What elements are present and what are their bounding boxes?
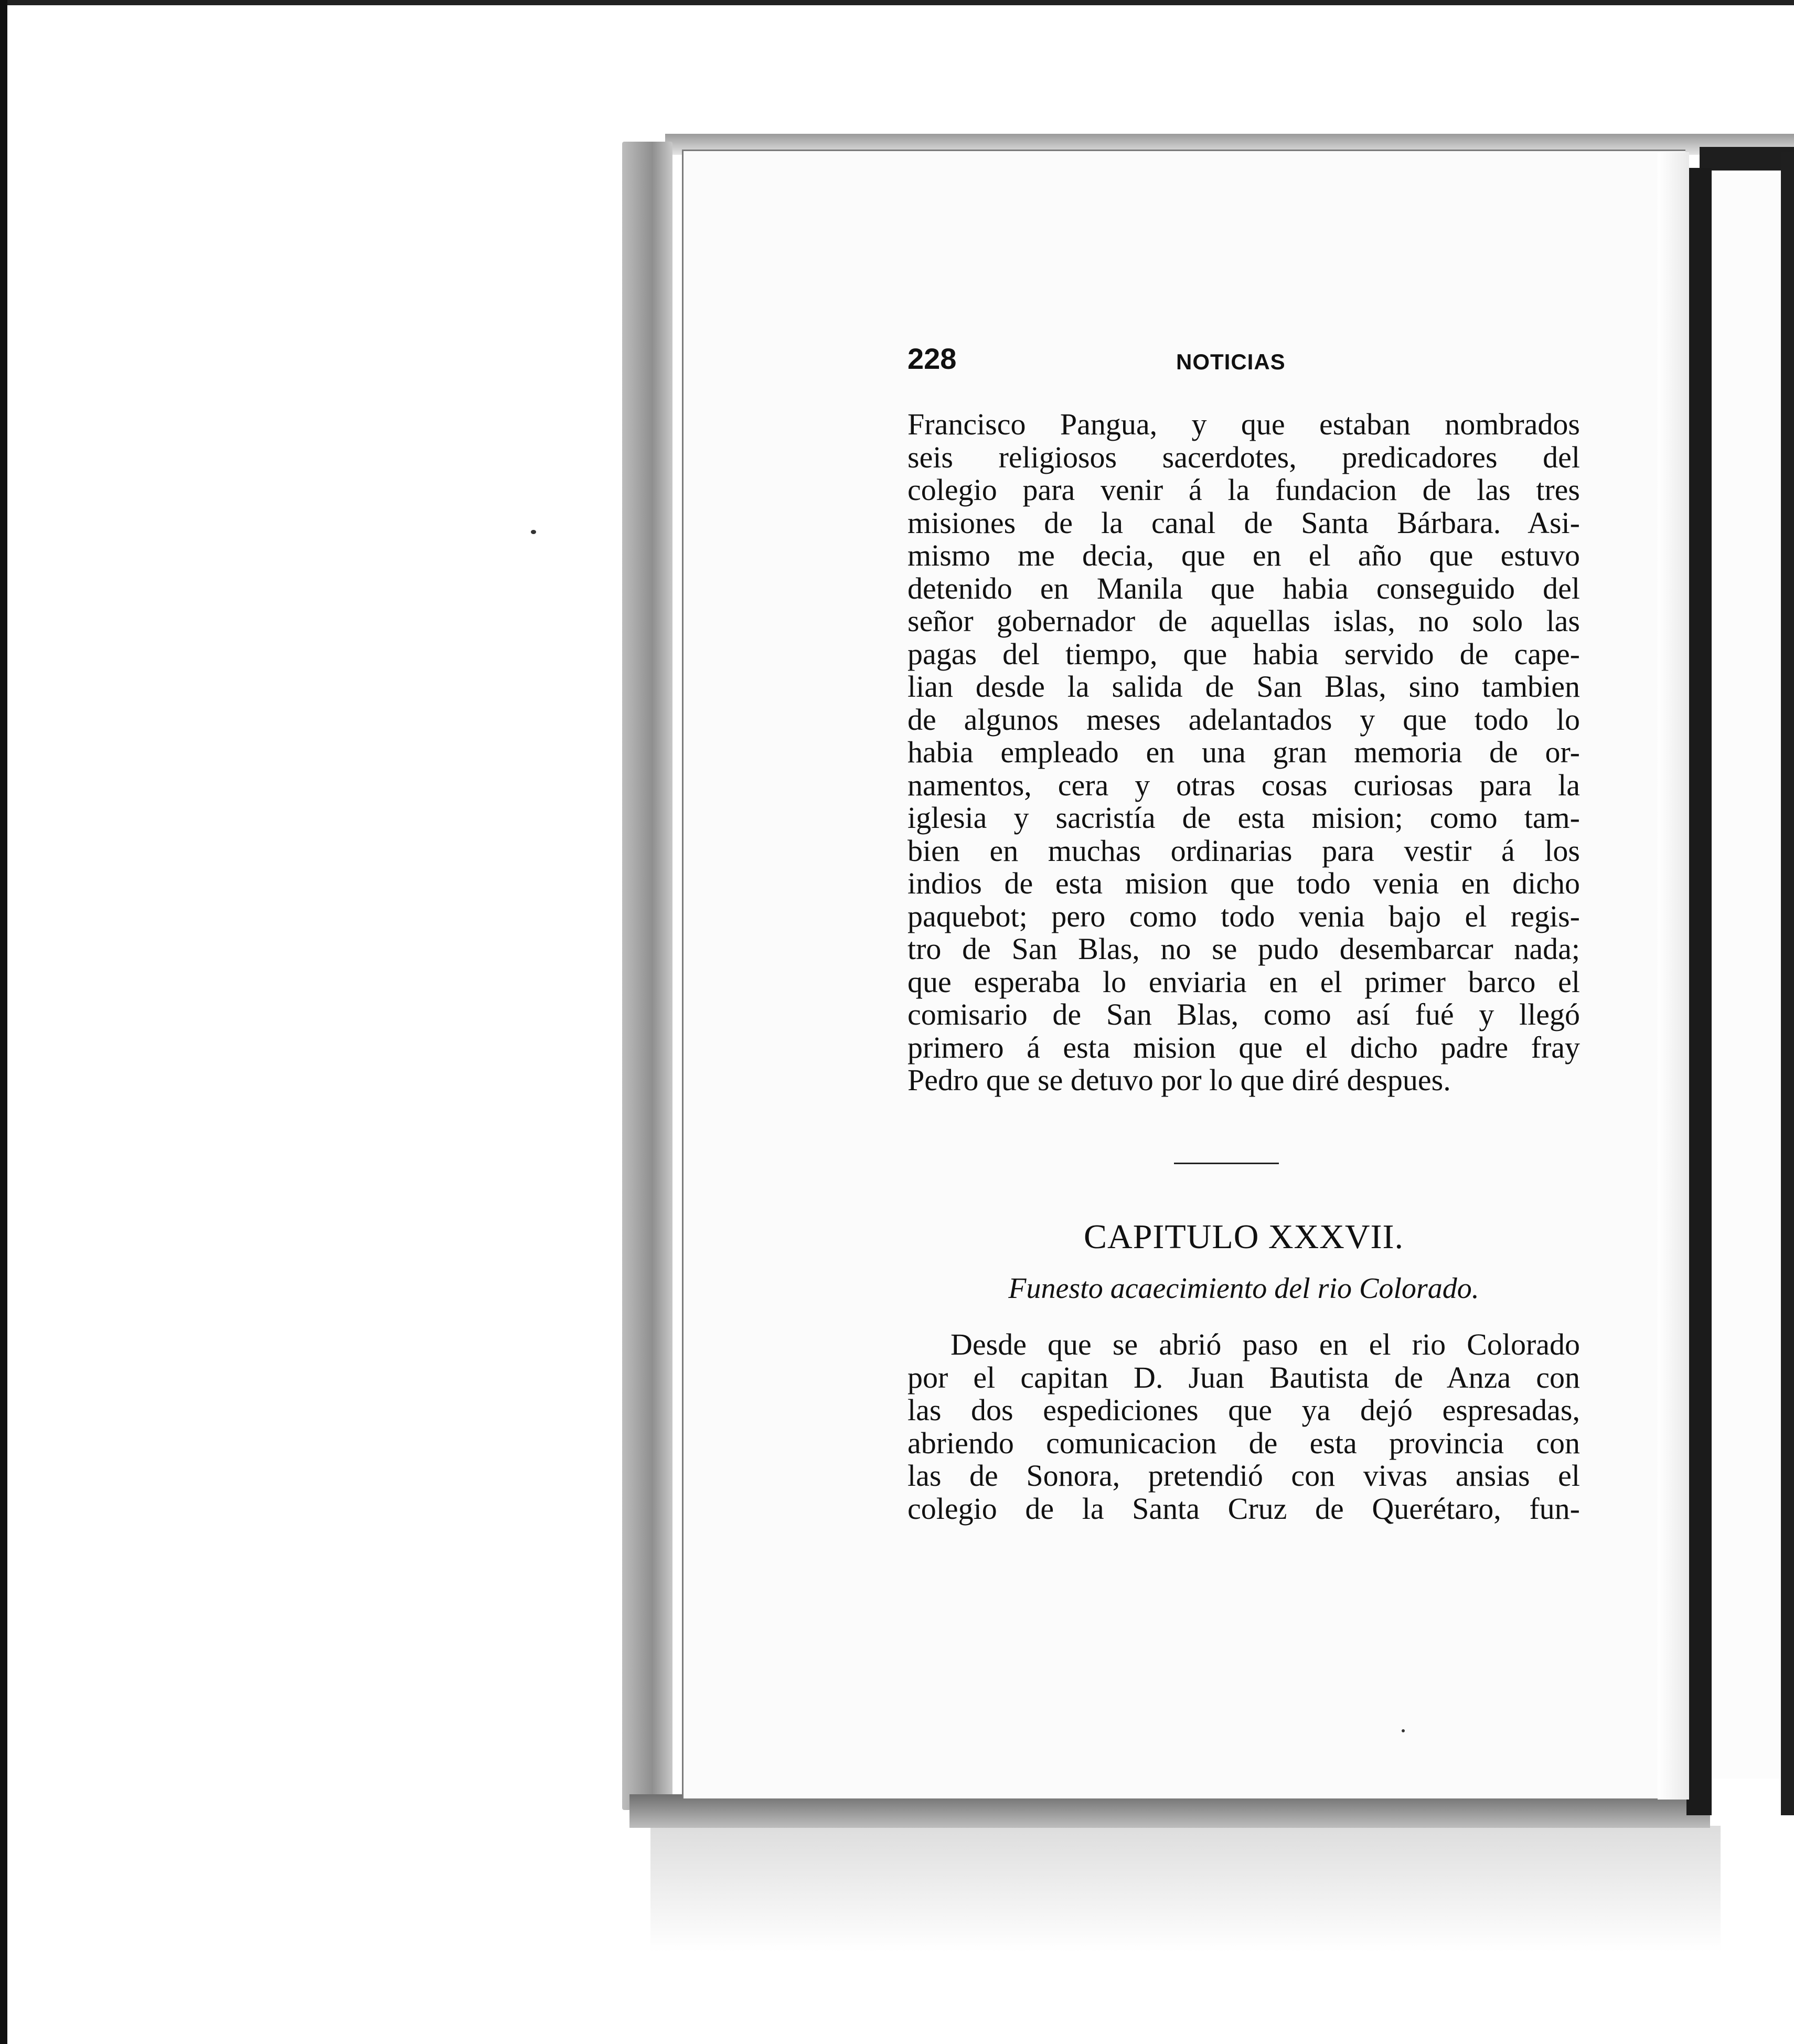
text-line: habia empleado en una gran memoria de or- — [907, 735, 1580, 769]
chapter-paragraph — [907, 1328, 1580, 1525]
text-line: comisario de San Blas, como así fué y llegó — [907, 997, 1580, 1031]
text-line: iglesia y sacristía de esta mision; como tam- — [907, 801, 1580, 835]
section-divider — [1174, 1163, 1279, 1164]
page-curve-shading — [1658, 152, 1689, 1800]
chapter-title: CAPITULO XXXVII. — [1084, 1218, 1404, 1256]
text-line: tro de San Blas, no se pudo desembarcar nada; — [907, 932, 1580, 966]
text-line: por el capitan D. Juan Bautista de Anza con — [907, 1360, 1580, 1394]
text-line: señor gobernador de aquellas islas, no solo las — [907, 604, 1580, 638]
page-number: 228 — [907, 342, 957, 375]
running-head: NOTICIAS — [1176, 349, 1286, 374]
book-right-cover-top — [1700, 147, 1794, 171]
text-line: mismo me decia, que en el año que estuvo — [907, 538, 1580, 572]
text-line: primero á esta mision que el dicho padre fray — [907, 1030, 1580, 1064]
dust-speck — [531, 530, 536, 534]
text-line: paquebot; pero como todo venia bajo el regis- — [907, 899, 1580, 933]
text-line: de algunos meses adelantados y que todo lo — [907, 702, 1580, 737]
book-bottom-cover-edge — [629, 1794, 1710, 1828]
text-line: abriendo comunicacion de esta provincia con — [907, 1425, 1580, 1460]
body-paragraph — [907, 408, 1580, 1097]
text-line: las de Sonora, pretendió con vivas ansias el — [907, 1459, 1580, 1493]
chapter-subtitle: Funesto acaecimiento del rio Colorado. — [1008, 1272, 1479, 1305]
text-line: detenido en Manila que habia conseguido del — [907, 571, 1580, 605]
text-line: misiones de la canal de Santa Bárbara. Asi- — [907, 505, 1580, 540]
book-bottom-shadow — [650, 1826, 1721, 1952]
text-line: que esperaba lo enviaria en el primer barco el — [907, 964, 1580, 999]
text-line: Pedro que se detuvo por lo que diré despues. — [907, 1063, 1451, 1097]
text-line: Francisco Pangua, y que estaban nombrados — [907, 407, 1580, 441]
dust-speck — [1402, 1729, 1405, 1732]
scan-top-edge — [0, 0, 1794, 5]
page-header — [907, 340, 1311, 382]
text-line: colegio para venir á la fundacion de las tres — [907, 473, 1580, 507]
text-line: seis religiosos sacerdotes, predicadores del — [907, 440, 1580, 474]
text-line: colegio de la Santa Cruz de Querétaro, fun- — [907, 1491, 1580, 1526]
book-gutter — [1686, 168, 1712, 1815]
book-right-cover-edge — [1781, 152, 1794, 1815]
text-line: Desde que se abrió paso en el rio Colorado — [951, 1327, 1580, 1361]
text-line: bien en muchas ordinarias para vestir á los — [907, 833, 1580, 868]
text-line: pagas del tiempo, que habia servido de cape- — [907, 636, 1580, 671]
scan-left-edge — [0, 0, 7, 2044]
book-left-cover-edge — [622, 142, 672, 1810]
text-line: lian desde la salida de San Blas, sino tambien — [907, 669, 1580, 704]
text-line: namentos, cera y otras cosas curiosas para la — [907, 768, 1580, 802]
text-line: indios de esta mision que todo venia en dicho — [907, 866, 1580, 900]
text-line: las dos espediciones que ya dejó espresadas, — [907, 1393, 1580, 1427]
